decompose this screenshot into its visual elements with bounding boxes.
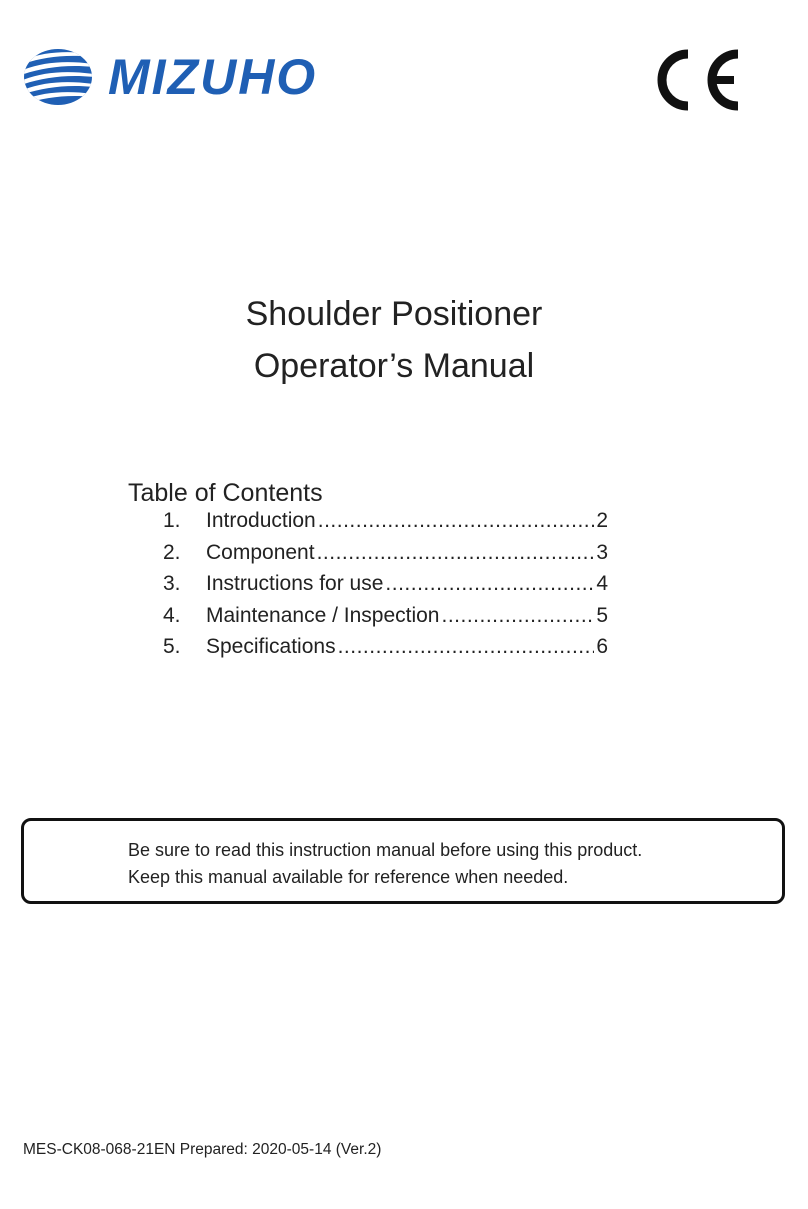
toc-item-number: 4. bbox=[163, 603, 181, 627]
toc-item-component[interactable] bbox=[128, 541, 628, 573]
toc-item-number: 2. bbox=[163, 540, 181, 564]
toc-item-specifications[interactable] bbox=[128, 635, 628, 667]
toc-item-number: 3. bbox=[163, 572, 181, 595]
toc-item-label: Maintenance / Inspection bbox=[206, 603, 440, 627]
toc-item-label: Component bbox=[206, 540, 315, 564]
toc-item-instructions[interactable] bbox=[128, 572, 628, 604]
toc-leader-dots bbox=[338, 635, 595, 659]
notice-text bbox=[128, 837, 642, 891]
toc-item-page: 5 bbox=[596, 603, 608, 627]
toc-list bbox=[128, 509, 628, 667]
toc-item-page: 4 bbox=[596, 572, 608, 595]
document-footer: MES-CK08-068-21EN Prepared: 2020-05-14 (Ver.2) bbox=[23, 1141, 382, 1158]
toc-item-number: 5. bbox=[163, 635, 181, 658]
mizuho-logo bbox=[20, 46, 350, 110]
toc-item-label: Specifications bbox=[206, 635, 336, 658]
toc-leader-dots bbox=[317, 541, 595, 565]
title-line-2: Operator’s Manual bbox=[253, 347, 535, 385]
notice-line-1: Be sure to read this instruction manual before using this product. bbox=[128, 840, 643, 860]
toc-item-number: 1. bbox=[163, 509, 181, 532]
notice-line-2: Keep this manual available for reference when needed. bbox=[128, 867, 569, 887]
toc-heading: Table of Contents bbox=[128, 479, 323, 507]
document-title bbox=[0, 288, 788, 392]
mizuho-swoosh-icon bbox=[20, 48, 92, 106]
toc-leader-dots bbox=[318, 509, 595, 533]
notice-box bbox=[21, 818, 785, 904]
ce-mark-icon bbox=[652, 48, 742, 112]
toc-item-page: 6 bbox=[596, 635, 608, 658]
toc-leader-dots bbox=[385, 572, 594, 596]
toc-item-page: 3 bbox=[596, 540, 608, 564]
toc-item-label: Introduction bbox=[206, 509, 316, 532]
toc-item-page: 2 bbox=[596, 509, 608, 532]
toc-leader-dots bbox=[441, 604, 594, 628]
toc-item-label: Instructions for use bbox=[206, 572, 384, 595]
brand-name: MIZUHO bbox=[108, 49, 318, 105]
table-of-contents bbox=[128, 477, 628, 667]
title-line-1: Shoulder Positioner bbox=[245, 295, 543, 333]
toc-item-maintenance[interactable] bbox=[128, 604, 628, 636]
toc-item-introduction[interactable] bbox=[128, 509, 628, 541]
